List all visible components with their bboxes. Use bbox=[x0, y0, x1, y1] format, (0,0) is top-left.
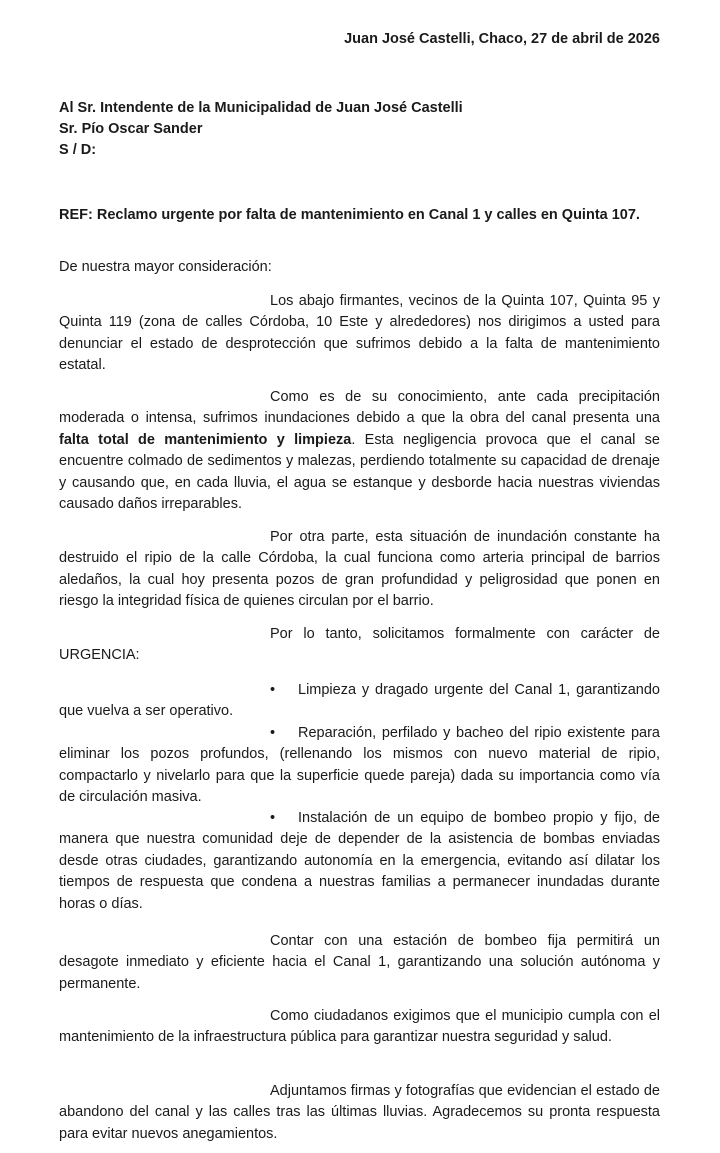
place-date: Juan José Castelli, Chaco, 27 de abril de 2026 bbox=[344, 31, 660, 47]
bullet-icon bbox=[270, 808, 298, 829]
bullet-icon bbox=[270, 680, 298, 701]
paragraph-3: Por otra parte, esta situación de inundación constante ha destruido el ripio de la calle Córdoba, la cual funciona como arteria principal de barrios aledaños, la cual hoy presenta pozos de gran profundidad y peligrosidad que ponen en riesgo la integridad física de quienes circulan por el barrio. bbox=[59, 529, 660, 610]
request-item bbox=[59, 680, 660, 723]
recipient-line-2: Sr. Pío Oscar Sander bbox=[59, 121, 203, 137]
request-item bbox=[59, 808, 660, 915]
greeting: De nuestra mayor consideración: bbox=[59, 259, 272, 275]
paragraph-7: Adjuntamos firmas y fotografías que evidencian el estado de abandono del canal y las calles tras las últimas lluvias. Agradecemos su pronta respuesta para evitar nuevos anegamientos. bbox=[59, 1083, 660, 1142]
paragraph-5: Contar con una estación de bombeo fija permitirá un desagote inmediato y eficiente hacia el Canal 1, garantizando una solución autónoma y permanente. bbox=[59, 933, 660, 992]
recipient-line-3: S / D: bbox=[59, 142, 97, 158]
request-item-text: Instalación de un equipo de bombeo propio y fijo, de manera que nuestra comunidad deje de depender de la asistencia de bombas enviadas desde otras ciudades, garantizando autonomía en la emergencia, evitando así dilatar los tiempos de respuesta que condena a nuestras familias a permanecer inundadas durante horas o días. bbox=[59, 810, 660, 912]
paragraph-4: Por lo tanto, solicitamos formalmente con carácter de URGENCIA: bbox=[59, 626, 660, 664]
request-item bbox=[59, 723, 660, 809]
request-item-text: Reparación, perfilado y bacheo del ripio existente para eliminar los pozos profundos, (rellenando los mismos con nuevo material de ripio, compactarlo y nivelarlo para que la superficie quede pareja) dada su importancia como vía de circulación masiva. bbox=[59, 725, 660, 806]
paragraph-1: Los abajo firmantes, vecinos de la Quinta 107, Quinta 95 y Quinta 119 (zona de calles Córdoba, 10 Este y alrededores) nos dirigimos a usted para denunciar el estado de desprotección que sufrimos debido a la falta de mantenimiento estatal. bbox=[59, 293, 660, 374]
paragraph-6: Como ciudadanos exigimos que el municipio cumpla con el mantenimiento de la infraestructura pública para garantizar nuestra seguridad y salud. bbox=[59, 1008, 660, 1046]
recipient-line-1: Al Sr. Intendente de la Municipalidad de Juan José Castelli bbox=[59, 100, 463, 116]
paragraph-2 bbox=[59, 387, 660, 515]
request-item-text: Limpieza y dragado urgente del Canal 1, garantizando que vuelva a ser operativo. bbox=[59, 682, 660, 720]
paragraph-2-text-a: Como es de su conocimiento, ante cada precipitación moderada o intensa, sufrimos inundaciones debido a que la obra del canal presenta una bbox=[59, 389, 660, 427]
bullet-icon bbox=[270, 723, 298, 744]
recipient-block bbox=[59, 98, 463, 161]
paragraph-2-bold: falta total de mantenimiento y limpieza bbox=[59, 431, 352, 448]
reference-line: REF: Reclamo urgente por falta de mantenimiento en Canal 1 y calles en Quinta 107. bbox=[59, 207, 640, 223]
paragraph-2-text-b: . Esta negligencia provoca que el canal se encuentre colmado de sedimentos y malezas, perdiendo totalmente su capacidad de drenaje y causando que, en cada lluvia, el agua se estanque y desborde hacia nuestras viviendas causado daños irreparables. bbox=[59, 431, 660, 513]
